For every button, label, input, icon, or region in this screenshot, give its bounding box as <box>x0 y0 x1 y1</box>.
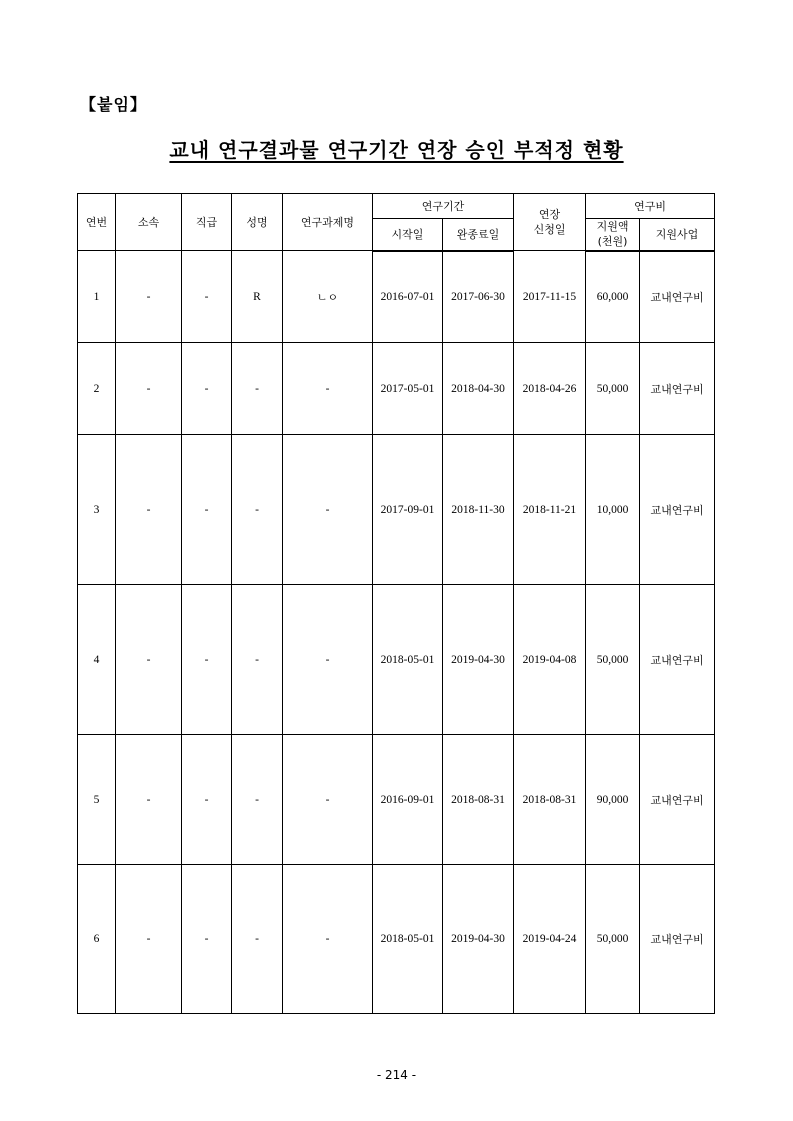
cell-start: 2016-09-01 <box>373 735 443 865</box>
cell-extension: 2018-08-31 <box>514 735 586 865</box>
table-row <box>78 343 715 435</box>
cell-affiliation: - <box>116 585 182 735</box>
header-project: 연구과제명 <box>283 194 373 251</box>
cell-program: 교내연구비 <box>640 865 715 1014</box>
cell-affiliation: - <box>116 435 182 585</box>
cell-program: 교내연구비 <box>640 435 715 585</box>
cell-extension: 2019-04-24 <box>514 865 586 1014</box>
cell-name: - <box>232 865 283 1014</box>
cell-extension: 2018-04-26 <box>514 343 586 435</box>
cell-start: 2018-05-01 <box>373 865 443 1014</box>
header-no: 연번 <box>78 194 116 251</box>
cell-name: - <box>232 735 283 865</box>
cell-name: R <box>232 251 283 343</box>
header-affiliation: 소속 <box>116 194 182 251</box>
cell-amount: 10,000 <box>586 435 640 585</box>
cell-program: 교내연구비 <box>640 343 715 435</box>
cell-end: 2019-04-30 <box>443 865 514 1014</box>
header-start: 시작일 <box>373 219 443 251</box>
cell-program: 교내연구비 <box>640 585 715 735</box>
cell-program: 교내연구비 <box>640 251 715 343</box>
cell-position: - <box>182 251 232 343</box>
cell-program: 교내연구비 <box>640 735 715 865</box>
cell-end: 2018-08-31 <box>443 735 514 865</box>
header-position: 직급 <box>182 194 232 251</box>
cell-affiliation: - <box>116 735 182 865</box>
page-number: - 214 - <box>376 1068 417 1082</box>
cell-amount: 50,000 <box>586 585 640 735</box>
cell-no: 2 <box>78 343 116 435</box>
cell-end: 2018-04-30 <box>443 343 514 435</box>
table-row <box>78 585 715 735</box>
table-row <box>78 865 715 1014</box>
header-extension: 연장 신청일 <box>514 194 586 251</box>
header-funding: 연구비 <box>586 194 715 219</box>
table-row <box>78 435 715 585</box>
cell-amount: 50,000 <box>586 865 640 1014</box>
cell-end: 2019-04-30 <box>443 585 514 735</box>
cell-position: - <box>182 865 232 1014</box>
cell-start: 2017-09-01 <box>373 435 443 585</box>
header-program: 지원사업 <box>640 219 715 251</box>
cell-end: 2017-06-30 <box>443 251 514 343</box>
cell-extension: 2017-11-15 <box>514 251 586 343</box>
cell-position: - <box>182 435 232 585</box>
cell-no: 5 <box>78 735 116 865</box>
cell-extension: 2019-04-08 <box>514 585 586 735</box>
cell-project: ㄴㅇ <box>283 251 373 343</box>
cell-amount: 50,000 <box>586 343 640 435</box>
cell-position: - <box>182 343 232 435</box>
header-end: 완종료일 <box>443 219 514 251</box>
cell-project: - <box>283 865 373 1014</box>
document-title: 교내 연구결과물 연구기간 연장 승인 부적정 현황 <box>169 138 624 162</box>
header-name: 성명 <box>232 194 283 251</box>
cell-project: - <box>283 343 373 435</box>
cell-project: - <box>283 735 373 865</box>
cell-name: - <box>232 585 283 735</box>
cell-name: - <box>232 435 283 585</box>
cell-amount: 60,000 <box>586 251 640 343</box>
cell-start: 2018-05-01 <box>373 585 443 735</box>
cell-affiliation: - <box>116 865 182 1014</box>
cell-no: 3 <box>78 435 116 585</box>
cell-position: - <box>182 585 232 735</box>
cell-affiliation: - <box>116 251 182 343</box>
extension-status-table <box>77 193 715 1014</box>
cell-project: - <box>283 435 373 585</box>
header-amount: 지원액 (천원) <box>586 219 640 251</box>
cell-project: - <box>283 585 373 735</box>
cell-start: 2016-07-01 <box>373 251 443 343</box>
table-row <box>78 735 715 865</box>
cell-amount: 90,000 <box>586 735 640 865</box>
cell-position: - <box>182 735 232 865</box>
attachment-label: 【붙임】 <box>80 95 147 114</box>
cell-no: 4 <box>78 585 116 735</box>
table-row <box>78 251 715 343</box>
cell-name: - <box>232 343 283 435</box>
cell-extension: 2018-11-21 <box>514 435 586 585</box>
cell-affiliation: - <box>116 343 182 435</box>
cell-no: 6 <box>78 865 116 1014</box>
cell-start: 2017-05-01 <box>373 343 443 435</box>
header-period: 연구기간 <box>373 194 514 219</box>
cell-no: 1 <box>78 251 116 343</box>
cell-end: 2018-11-30 <box>443 435 514 585</box>
